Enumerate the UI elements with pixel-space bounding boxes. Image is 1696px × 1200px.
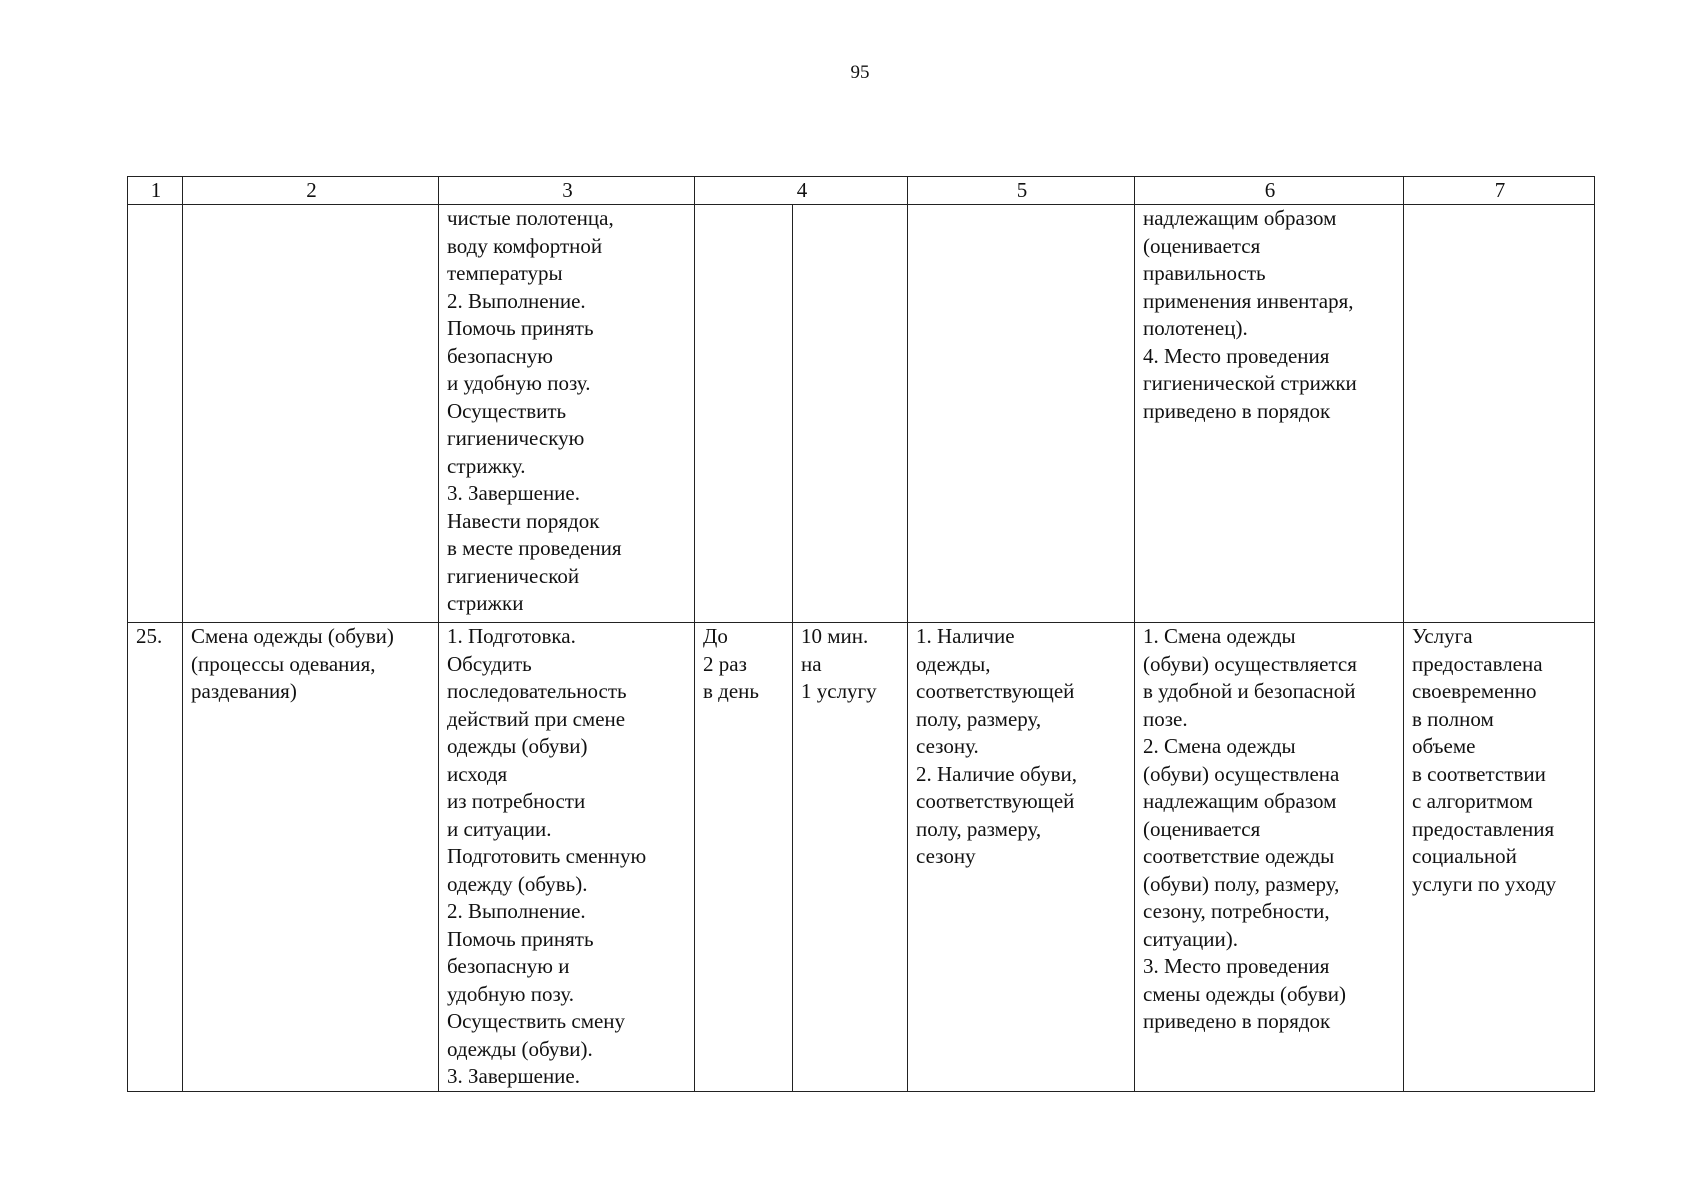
row-number <box>128 205 183 623</box>
service-actions: чистые полотенца, воду комфортной температуры 2. Выполнение. Помочь принять безопасную и удобную позу. Осуществить гигиеническую стрижку. 3. Завершение. Навести порядок в месте проведения гигиенической стрижки <box>439 205 695 623</box>
header-col-7: 7 <box>1404 177 1595 205</box>
table-row <box>128 205 1595 623</box>
service-duration <box>793 205 908 623</box>
service-name: Смена одежды (обуви) (процессы одевания, раздевания) <box>183 623 439 1092</box>
service-frequency <box>695 205 793 623</box>
service-actions: 1. Подготовка. Обсудить последовательность действий при смене одежды (обуви) исходя из потребности и ситуации. Подготовить сменную одежду (обувь). 2. Выполнение. Помочь принять безопасную и удобную позу. Осуществить смену одежды (обуви). 3. Завершение. <box>439 623 695 1092</box>
header-col-4: 4 <box>695 177 908 205</box>
service-duration: 10 мин. на 1 услугу <box>793 623 908 1092</box>
services-table <box>127 176 1595 1092</box>
header-col-1: 1 <box>128 177 183 205</box>
header-col-2: 2 <box>183 177 439 205</box>
service-frequency: До 2 раз в день <box>695 623 793 1092</box>
row-number: 25. <box>128 623 183 1092</box>
service-result <box>1404 205 1595 623</box>
service-conditions <box>908 205 1135 623</box>
header-col-5: 5 <box>908 177 1135 205</box>
service-conditions: 1. Наличие одежды, соответствующей полу, размеру, сезону. 2. Наличие обуви, соответствующей полу, размеру, сезону <box>908 623 1135 1092</box>
service-quality: 1. Смена одежды (обуви) осуществляется в удобной и безопасной позе. 2. Смена одежды (обуви) осуществлена надлежащим образом (оценивается соответствие одежды (обуви) полу, размеру, сезону, потребности, ситуации). 3. Место проведения смены одежды (обуви) приведено в порядок <box>1135 623 1404 1092</box>
page-number: 95 <box>850 62 870 83</box>
service-name <box>183 205 439 623</box>
service-result: Услуга предоставлена своевременно в полном объеме в соответствии с алгоритмом предоставления социальной услуги по уходу <box>1404 623 1595 1092</box>
table-row <box>128 623 1595 1092</box>
header-col-3: 3 <box>439 177 695 205</box>
header-col-6: 6 <box>1135 177 1404 205</box>
service-quality: надлежащим образом (оценивается правильность применения инвентаря, полотенец). 4. Место проведения гигиенической стрижки приведено в порядок <box>1135 205 1404 623</box>
header-row <box>128 177 1595 205</box>
